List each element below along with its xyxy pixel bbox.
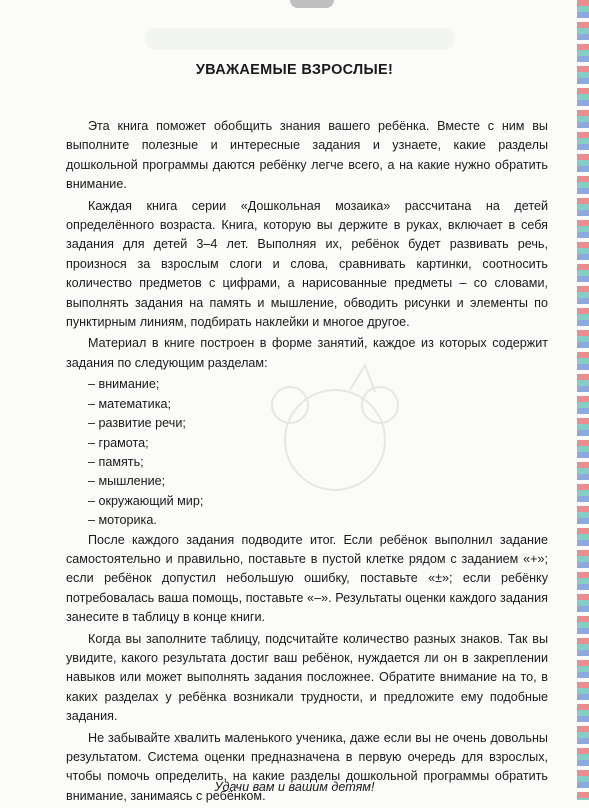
paragraph-praise: Не забывайте хвалить маленького ученика, даже если вы не очень довольны результатом. Система оценки предназначена в первую очередь для взрослых, чтобы помочь определить, на какие разделы дошкольной программы обратить внимание, занимаясь с ребёнком.	[66, 730, 548, 803]
list-item: – мышление;	[88, 474, 166, 489]
paragraph-series: Каждая книга серии «Дошкольная мозаика» рассчитана на детей определённого возраста. Книга, которую вы держите в руках, включает в себя задания для детей 3–4 лет. Выполняя их, ребёнок будет развивать речь, произнося за взрослым слоги и слова, сравнивать картинки, соотносить количество предметов с цифрами, а нарисованные предметы – со словами, выполнять задания на память и мышление, обводить рисунки и элементы по пунктирным линиям, подбирать наклейки и многое другое.	[66, 198, 548, 330]
closing-line: Удачи вам и вашим детям!	[214, 780, 375, 794]
paragraph-assessment: После каждого задания подводите итог. Если ребёнок выполнил задание самостоятельно и правильно, поставьте в пустой клетке рядом с заданием «+»; если ребёнок допустил небольшую ошибку, поставьте «±»; если ребёнку потребовалась ваша помощь, поставьте «–». Результаты оценки каждого задания занесите в таблицу в конце книги.	[66, 532, 548, 625]
paragraph-intro: Эта книга поможет обобщить знания вашего ребёнка. Вместе с ним вы выполните полезные и интересные задания и узнаете, какие разделы дошкольной программы даются ребёнку легче всего, а на какие нужно обратить внимание.	[66, 119, 548, 192]
list-item: – память;	[88, 454, 144, 469]
list-item: – грамота;	[88, 435, 149, 450]
spine-edge-decoration	[577, 0, 589, 800]
paragraph-structure: Материал в книге построен в форме занятий, каждое из которых содержит задания по следующим разделам:	[66, 336, 548, 370]
list-item: – моторика.	[88, 513, 157, 528]
top-edge-mark	[290, 0, 334, 8]
page-title: УВАЖАЕМЫЕ ВЗРОСЛЫЕ!	[195, 62, 394, 78]
paragraph-table: Когда вы заполните таблицу, подсчитайте количество разных знаков. Так вы увидите, какого результата достиг ваш ребёнок, нуждается ли он в закреплении навыков или может выполнять задания посложнее. Обратите внимание на то, в каких разделах у ребёнка возникали трудности, и предложите ему подобные задания.	[66, 631, 548, 724]
body-text	[66, 117, 548, 808]
list-item: – окружающий мир;	[88, 493, 204, 508]
faint-background-banner	[145, 28, 455, 50]
list-item: – внимание;	[88, 377, 160, 392]
list-item: – развитие речи;	[88, 416, 186, 431]
list-item: – математика;	[88, 396, 171, 411]
sections-list	[66, 375, 548, 530]
